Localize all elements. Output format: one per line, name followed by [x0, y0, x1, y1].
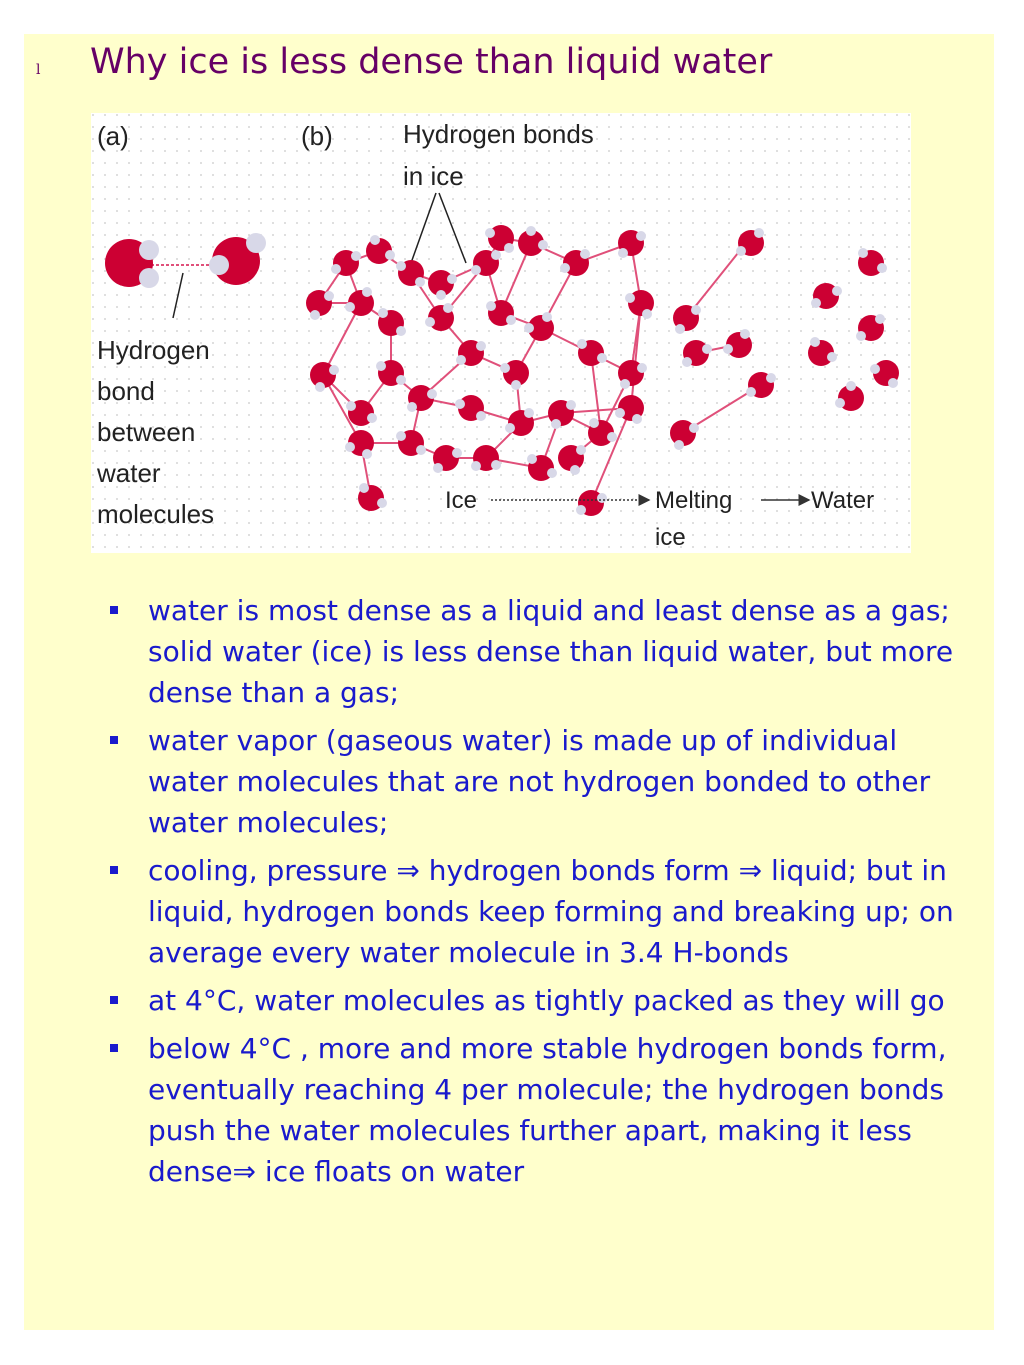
bullet-text: water is most dense as a liquid and least dense as a gas; solid water (ice) is less dense than liquid water, but more dense than a gas; — [148, 594, 954, 709]
bullet-square-icon — [110, 606, 118, 614]
hbond-between-line: bond — [97, 376, 155, 406]
bullet-square-icon — [110, 1044, 118, 1052]
hbond-in-ice-label-1: Hydrogen bonds — [403, 119, 594, 149]
bullet-item — [104, 1028, 984, 1192]
bullet-item — [104, 850, 984, 973]
stage-melting-label-1: Melting — [655, 487, 733, 514]
hbond-between-line: between — [97, 417, 196, 447]
stage-ice-label: Ice — [445, 487, 478, 514]
bullet-list — [104, 590, 984, 1199]
bullet-square-icon — [110, 866, 118, 874]
slide — [24, 34, 994, 1330]
bullet-text: cooling, pressure ⇒ hydrogen bonds form ⇒ liquid; but in liquid, hydrogen bonds keep forming and breaking up; on average every water molecule in 3.4 H-bonds — [148, 854, 954, 969]
bullet-item — [104, 980, 984, 1021]
bullet-square-icon — [110, 996, 118, 1004]
bullet-text: water vapor (gaseous water) is made up of individual water molecules that are not hydrogen bonded to other water molecules; — [148, 724, 931, 839]
label-a: (a) — [97, 121, 129, 151]
stage-water-label: Water — [811, 487, 875, 514]
bullet-item — [104, 720, 984, 843]
title-bullet: l — [36, 62, 41, 78]
bullet-item — [104, 590, 984, 713]
bullet-square-icon — [110, 736, 118, 744]
molecule-diagram — [91, 113, 911, 553]
hbond-between-line: water — [97, 458, 161, 488]
water-ice-figure — [91, 113, 911, 553]
hbond-between-line: Hydrogen — [97, 335, 210, 365]
hbond-in-ice-label-2: in ice — [403, 161, 464, 191]
stage-melting-label-2: ice — [655, 524, 686, 551]
bullet-text: below 4°C , more and more stable hydrogen bonds form, eventually reaching 4 per molecule; the hydrogen bonds push the water molecules further apart, making it less dense⇒ ice floats on water — [148, 1032, 947, 1188]
label-b: (b) — [301, 121, 333, 151]
dot-grid-background — [91, 113, 911, 553]
slide-title: Why ice is less dense than liquid water — [90, 42, 773, 82]
hbond-between-line: molecules — [97, 499, 215, 529]
bullet-text: at 4°C, water molecules as tightly packed as they will go — [148, 984, 945, 1017]
